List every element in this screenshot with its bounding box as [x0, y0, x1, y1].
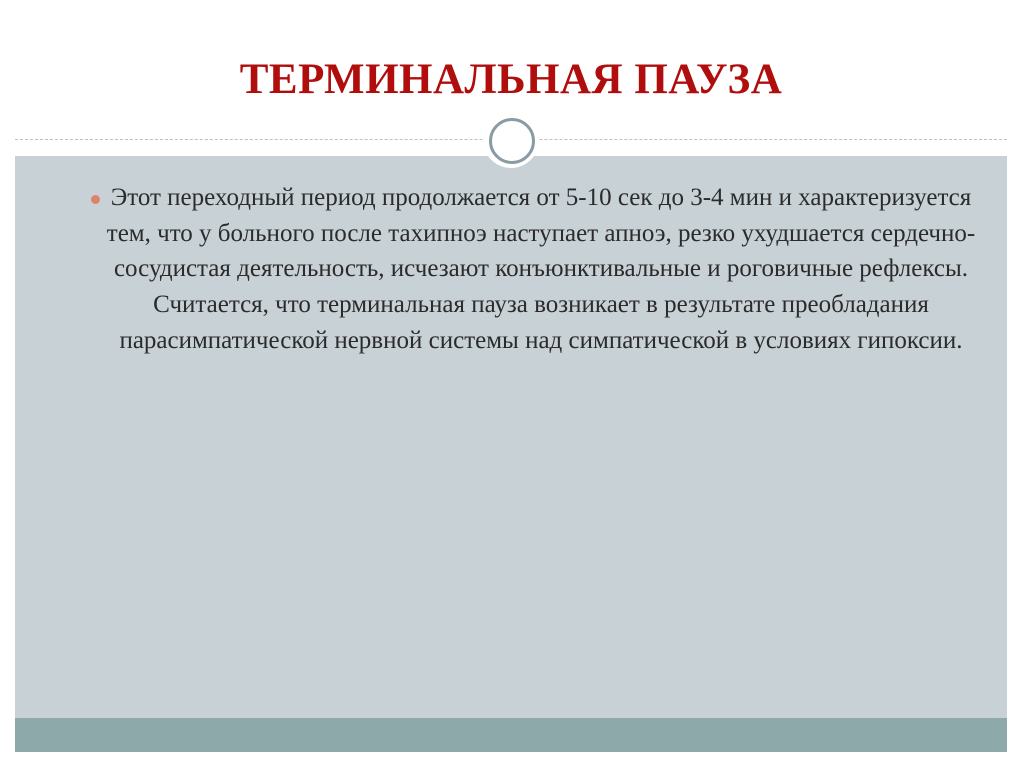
bullet-item	[75, 180, 995, 359]
bullet-text: Этот переходный период продолжается от 5-10 сек до 3-4 мин и характеризуется тем, что у больного после тахипноэ наступает апноэ, резко ухудшается сердечно-сосудистая деятельность, исчезают конъюнктивальные и роговичные рефлексы. Считается, что терминальная пауза возникает в результате преобладания парасимпатической нервной системы над симпатической в условиях гипоксии.	[106, 184, 976, 354]
circle-ring-icon	[489, 118, 535, 164]
footer-bar	[15, 718, 1007, 752]
slide-title: ТЕРМИНАЛЬНАЯ ПАУЗА	[239, 56, 783, 103]
bullet-dot-icon	[91, 195, 100, 204]
bullet-list	[75, 180, 995, 359]
slide-frame	[15, 15, 1007, 752]
